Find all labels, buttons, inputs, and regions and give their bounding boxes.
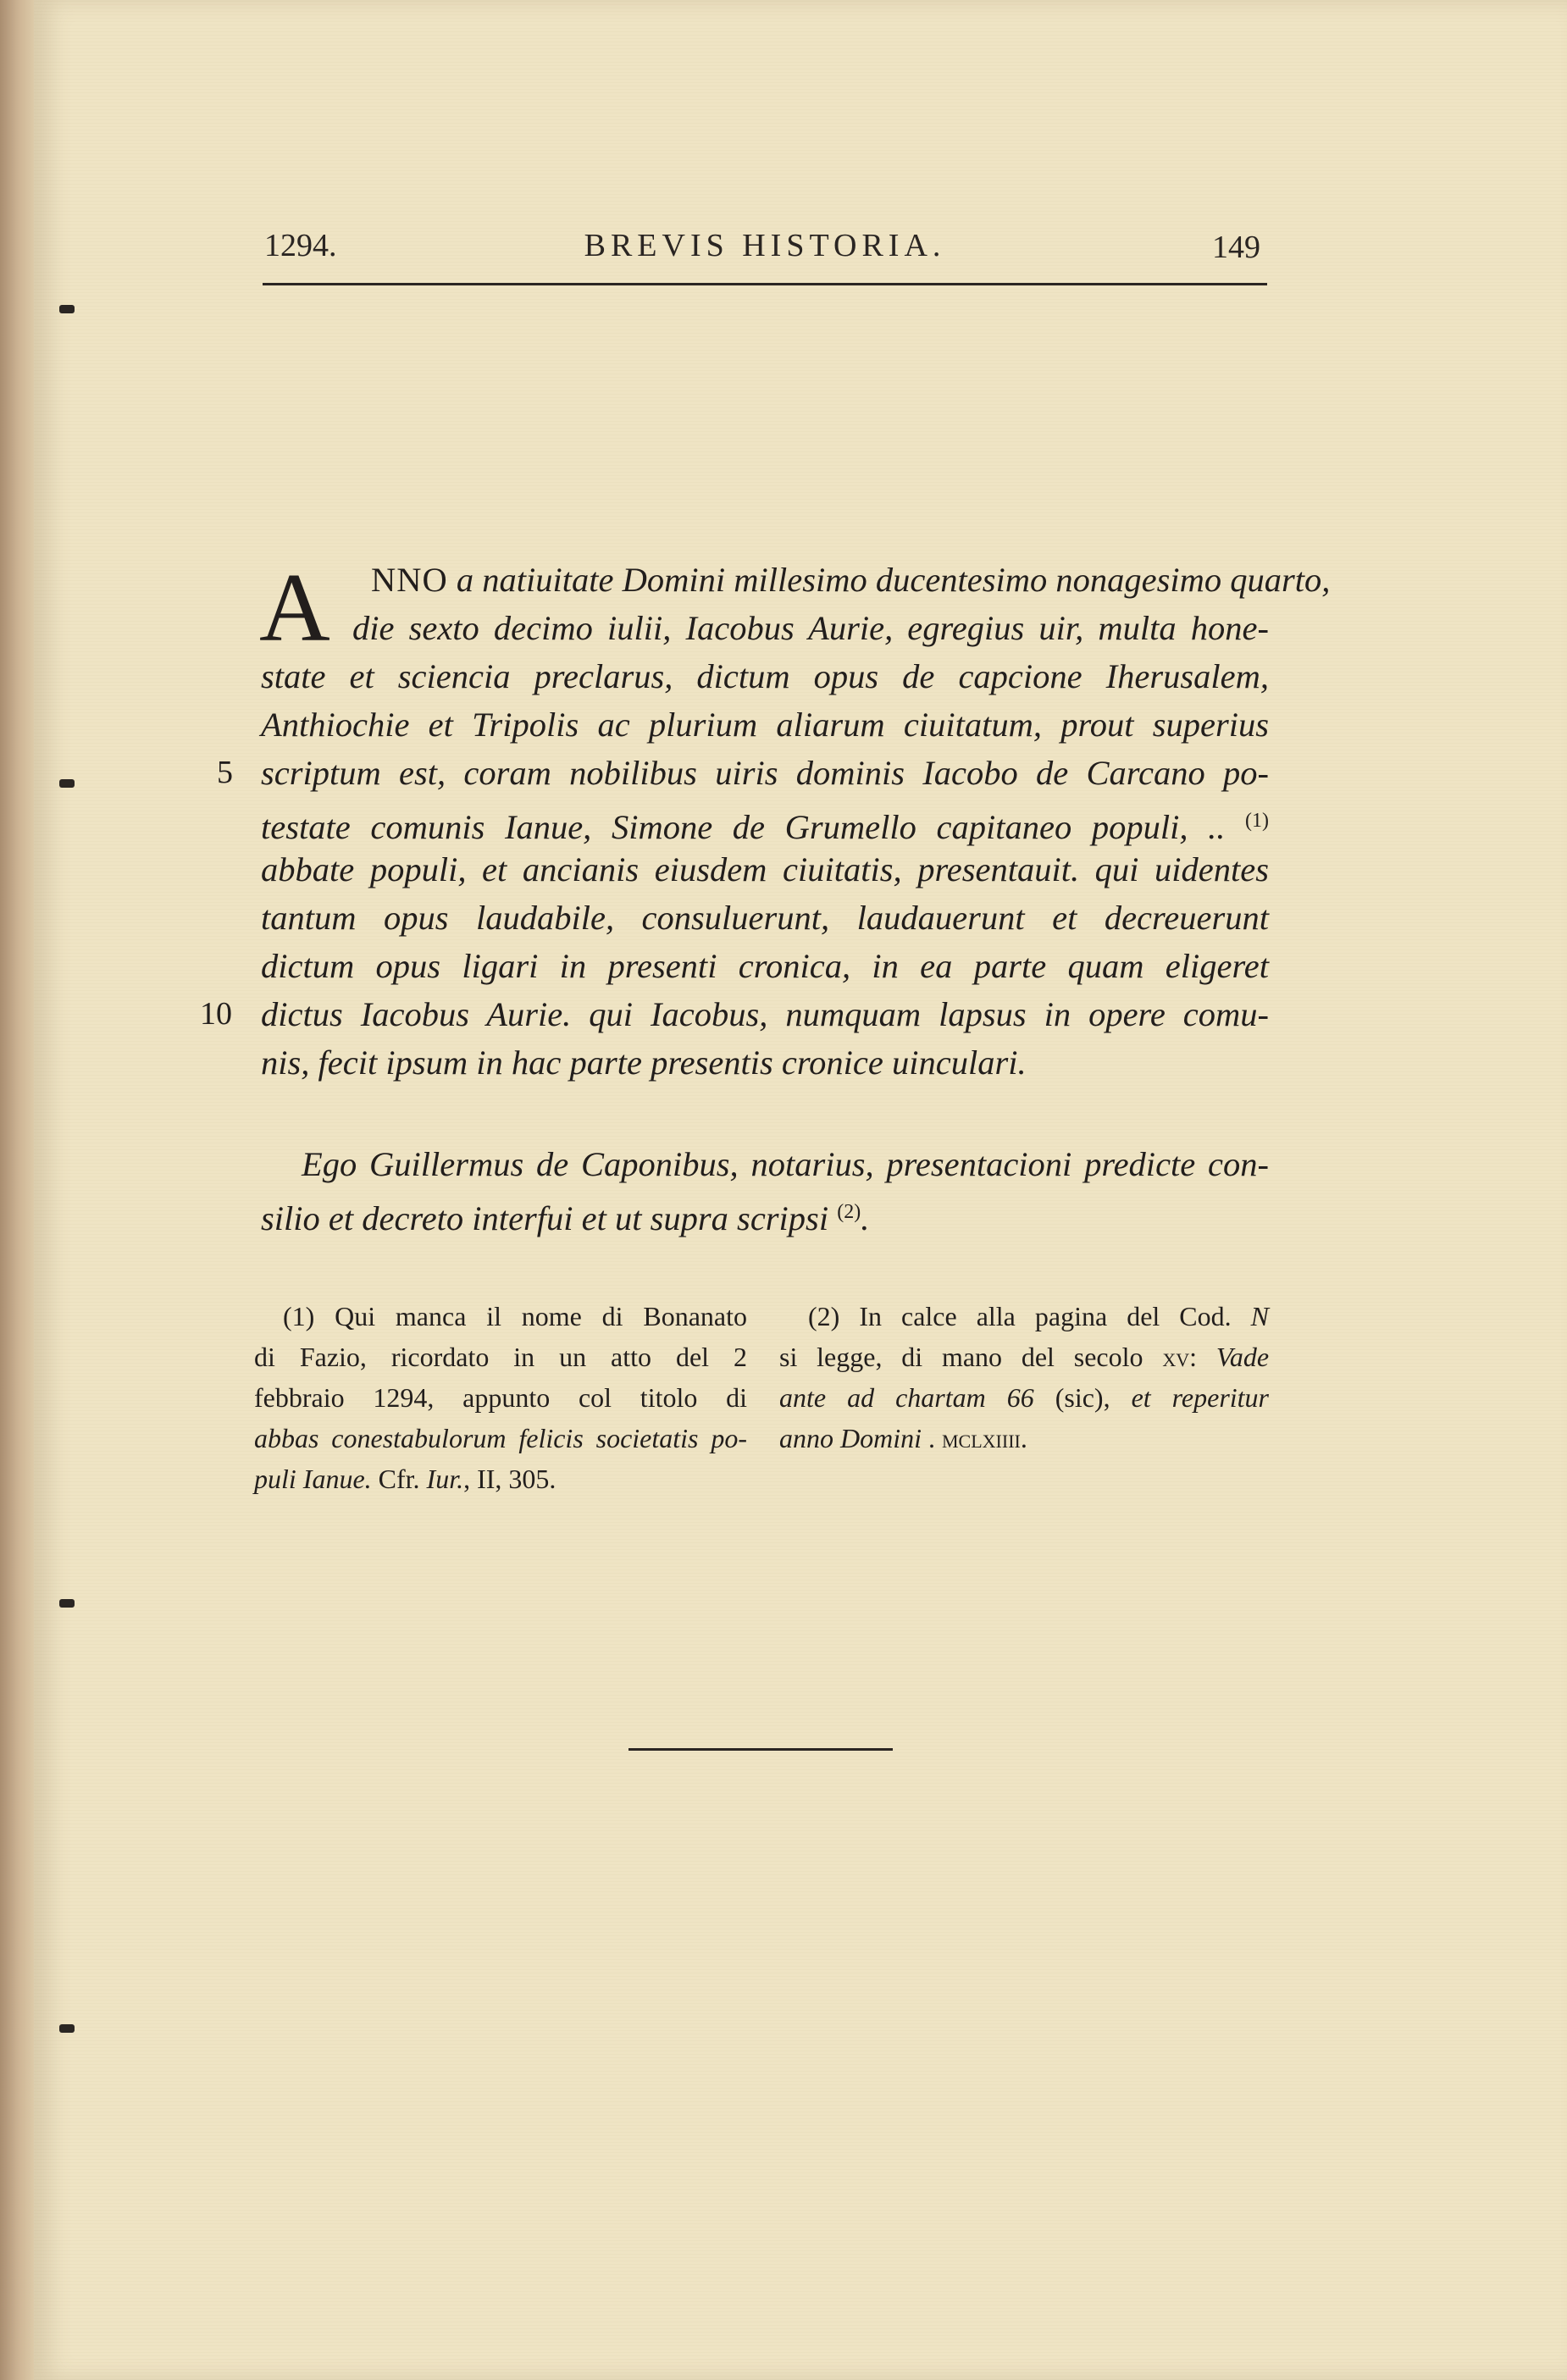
binding-edge bbox=[0, 0, 34, 2380]
signature-line-2: silio et decreto interfui et ut supra scripsi $^{(2)}$. bbox=[261, 1199, 870, 1237]
drop-cap: A bbox=[259, 554, 330, 662]
line-number-10: 10 bbox=[200, 996, 232, 1032]
text-line-11: nis, fecit ipsum in hac parte presentis cronice uinculari. bbox=[261, 1043, 1027, 1082]
text-line-10: 10 dictus Iacobus Aurie. qui Iacobus, numquam lapsus in opere comu- bbox=[261, 990, 1269, 1038]
signature-line-1: Ego Guillermus de Caponibus, notarius, presentacioni predicte con- bbox=[302, 1145, 1269, 1183]
footnote-2: (2) In calce alla pagina del Cod. N si legge, di mano del secolo xv: Vade ante ad chartam 66 (sic), et reperitur anno Domini . mclxiiii. bbox=[779, 1301, 1270, 1453]
line-number-5: 5 bbox=[217, 755, 233, 790]
text-line-4: Anthiochie et Tripolis ac plurium aliarum ciuitatum, prout superius bbox=[261, 706, 1269, 744]
footnote-ref-1: (1) bbox=[1245, 810, 1269, 832]
binding-stitch bbox=[59, 779, 75, 788]
main-text-block bbox=[200, 554, 1331, 1087]
page-number: 149 bbox=[1212, 230, 1260, 265]
binding-stitch bbox=[59, 1599, 75, 1608]
text-line-3: state et sciencia preclarus, dictum opus de capcione Iherusalem, bbox=[261, 657, 1269, 695]
text-line-7: abbate populi, et ancianis eiusdem ciuitatis, presentauit. qui uidentes bbox=[261, 850, 1269, 888]
binding-stitch bbox=[59, 305, 75, 313]
footnote-ref-2: (2) bbox=[837, 1201, 861, 1223]
text-line-2: die sexto decimo iulii, Iacobus Aurie, egregius uir, multa hone- bbox=[352, 609, 1269, 647]
text-line-5: 5 scriptum est, coram nobilibus uiris dominis Iacobo de Carcano po- bbox=[261, 749, 1269, 797]
first-word-rest: NNO bbox=[371, 561, 448, 599]
text-line-6: testate comunis Ianue, Simone de Grumello capitaneo populi, .. $^{(1)}$ bbox=[261, 808, 1269, 846]
text-line-1: NNO a natiuitate Domini millesimo ducentesimo nonagesimo quarto, bbox=[371, 561, 1331, 599]
text-line-8: tantum opus laudabile, consuluerunt, laudauerunt et decreuerunt bbox=[261, 899, 1269, 937]
notary-signature bbox=[261, 1140, 1269, 1237]
header-title: BREVIS HISTORIA. bbox=[584, 228, 946, 263]
footnote-1: (1) Qui manca il nome di Bonanato di Fazio, ricordato in un atto del 2 febbraio 1294, appunto col titolo di abbas conestabulorum felicis societatis po- puli Ianue. Cfr. Iur., II, 305. bbox=[254, 1301, 747, 1494]
running-header bbox=[263, 222, 1267, 285]
section-end-rule bbox=[628, 1748, 893, 1751]
header-year: 1294. bbox=[264, 228, 337, 263]
text-line-9: dictum opus ligari in presenti cronica, in ea parte quam eligeret bbox=[261, 947, 1269, 985]
binding-stitch bbox=[59, 2024, 75, 2033]
